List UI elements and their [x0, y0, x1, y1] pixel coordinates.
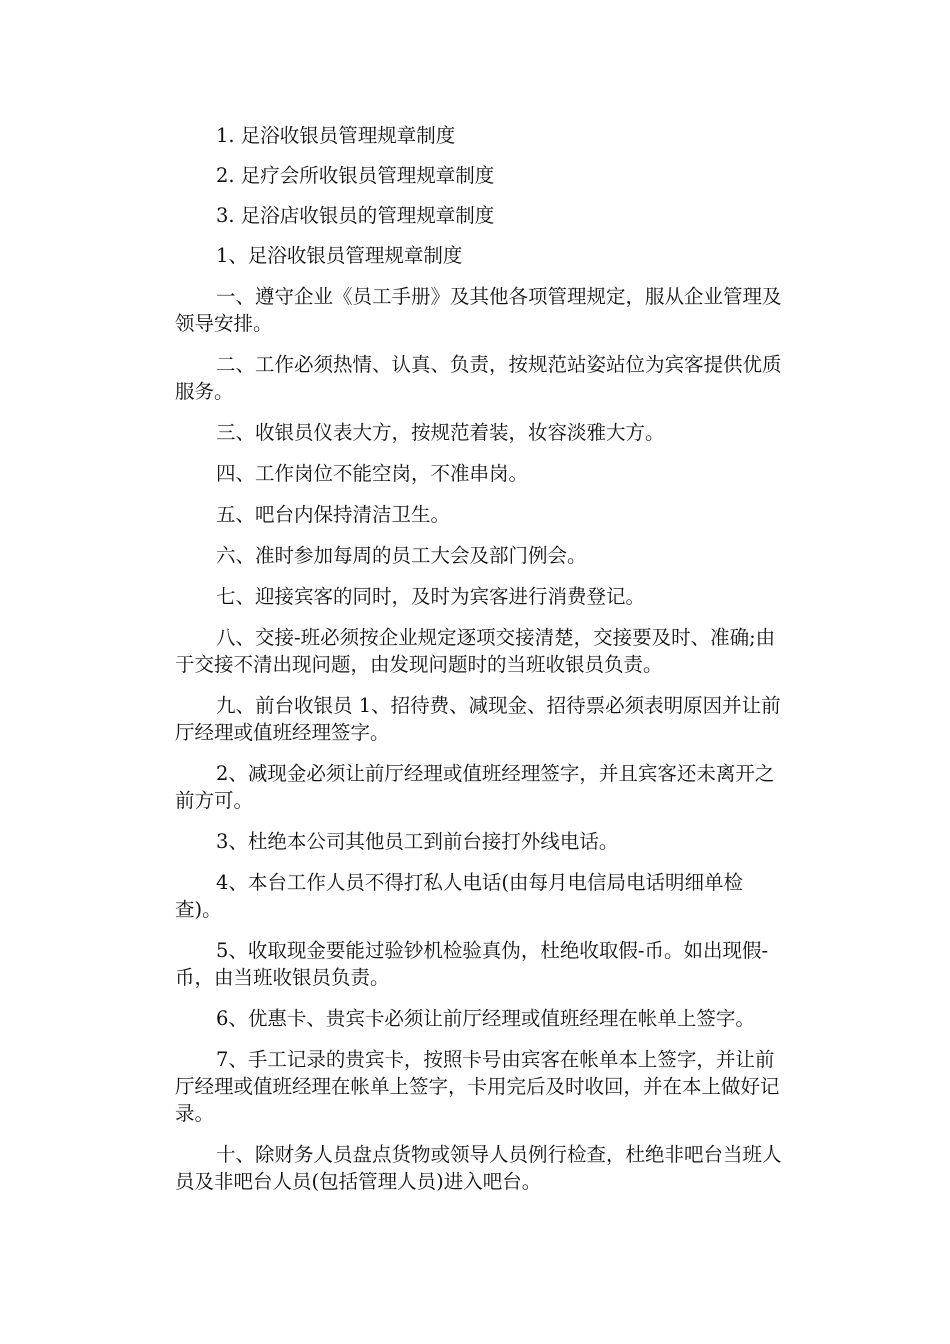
paragraph: 3、杜绝本公司其他员工到前台接打外线电话。	[216, 830, 619, 853]
document-body	[175, 283, 785, 1195]
paragraph: 一、遵守企业《员工手册》及其他各项管理规定，服从企业管理及领导安排。	[175, 285, 782, 335]
paragraph: 二、工作必须热情、认真、负责，按规范站姿站位为宾客提供优质服务。	[175, 353, 782, 403]
paragraph: 六、准时参加每周的员工大会及部门例会。	[216, 544, 587, 567]
paragraph: 6、优惠卡、贵宾卡必须让前厅经理或值班经理在帐单上签字。	[216, 1007, 755, 1030]
table-of-contents	[175, 122, 785, 229]
document-page	[175, 122, 785, 1209]
paragraph: 五、吧台内保持清洁卫生。	[216, 503, 451, 526]
paragraph: 5、收取现金要能过验钞机检验真伪，杜绝收取假-币。如出现假-币，由当班收银员负责。	[175, 939, 769, 989]
paragraph: 2、减现金必须让前厅经理或值班经理签字，并且宾客还未离开之前方可。	[175, 762, 775, 812]
paragraph: 七、迎接宾客的同时，及时为宾客进行消费登记。	[216, 585, 646, 608]
toc-item-1: 1. 足浴收银员管理规章制度	[216, 124, 456, 147]
paragraph: 三、收银员仪表大方，按规范着装，妆容淡雅大方。	[216, 421, 665, 444]
paragraph: 八、交接-班必须按企业规定逐项交接清楚，交接要及时、准确;由于交接不清出现问题，由发现问题时的当班收银员负责。	[175, 626, 776, 676]
toc-item-2: 2. 足疗会所收银员管理规章制度	[216, 164, 495, 187]
paragraph: 4、本台工作人员不得打私人电话(由每月电信局电话明细单检查)。	[175, 871, 744, 921]
paragraph: 7、手工记录的贵宾卡，按照卡号由宾客在帐单本上签字，并让前厅经理或值班经理在帐单上签字，卡用完后及时收回，并在本上做好记录。	[175, 1048, 780, 1125]
paragraph: 九、前台收银员 1、招待费、减现金、招待票必须表明原因并让前厅经理或值班经理签字。	[175, 694, 781, 744]
paragraph: 四、工作岗位不能空岗，不准串岗。	[216, 462, 529, 485]
toc-item-3: 3. 足浴店收银员的管理规章制度	[216, 204, 495, 227]
section-heading: 1、足浴收银员管理规章制度	[216, 244, 463, 267]
paragraph: 十、除财务人员盘点货物或领导人员例行检查，杜绝非吧台当班人员及非吧台人员(包括管理人员)进入吧台。	[175, 1143, 782, 1193]
